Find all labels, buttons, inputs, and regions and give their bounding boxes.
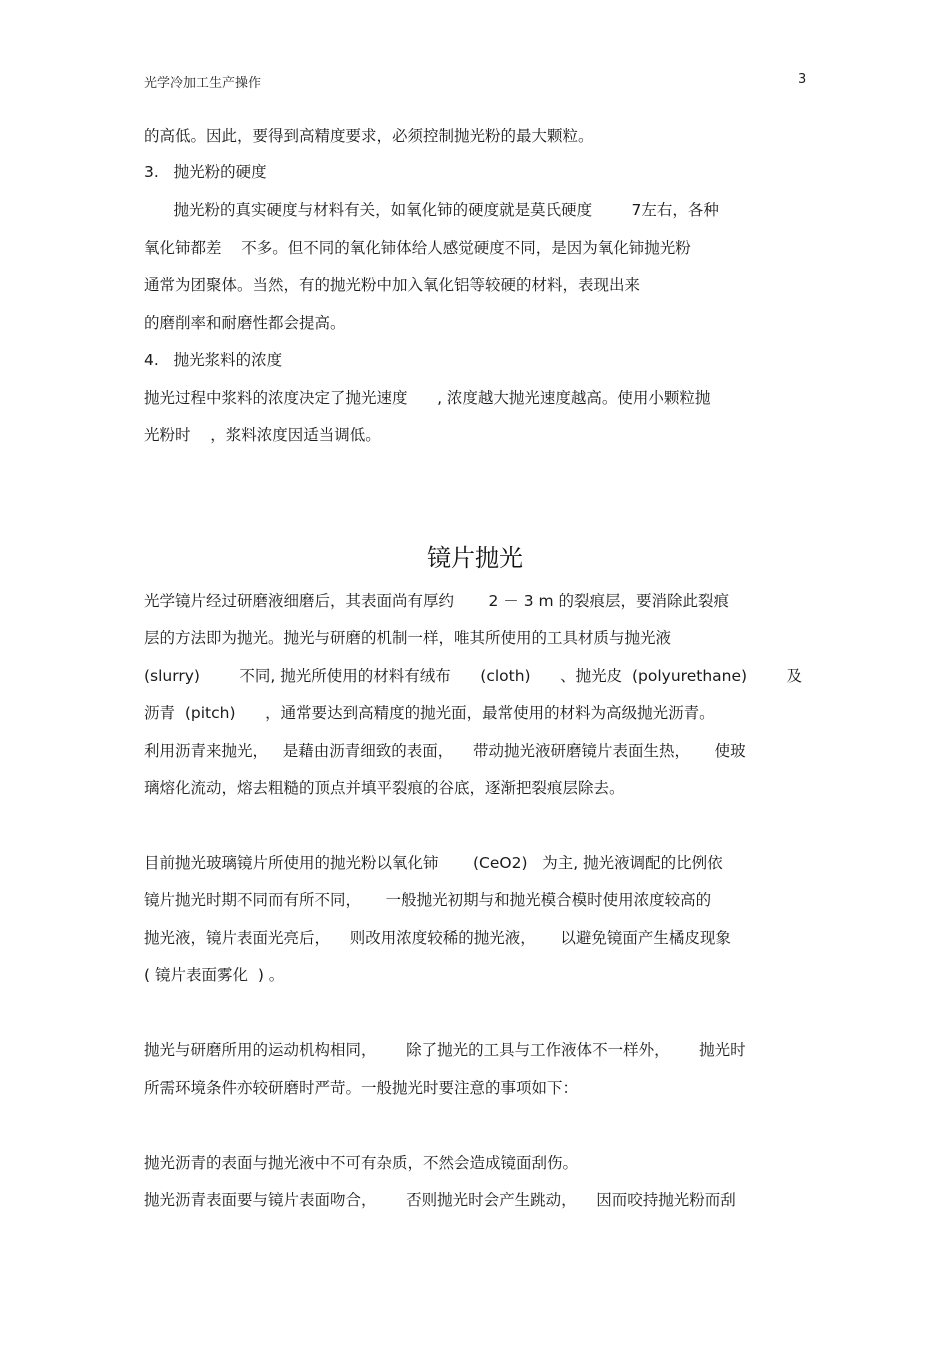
body-line: 通常为团聚体。当然，有的抛光粉中加入氧化铝等较硬的材料，表现出来	[144, 276, 641, 294]
running-header-title: 光学冷加工生产操作	[144, 76, 262, 91]
body-line: ( 镜片表面雾化 ) 。	[144, 966, 285, 984]
body-line: 抛光沥青的表面与抛光液中不可有杂质，不然会造成镜面刮伤。	[144, 1154, 579, 1172]
subheading-polish-powder-hardness: 3. 抛光粉的硬度	[144, 163, 267, 181]
body-line: 所需环境条件亦较研磨时严苛。一般抛光时要注意的事项如下：	[144, 1079, 579, 1097]
body-line: 光粉时 ，浆料浓度因适当调低。	[144, 426, 381, 444]
body-line: 的高低。因此，要得到高精度要求，必须控制抛光粉的最大颗粒。	[144, 127, 594, 145]
body-line: 层的方法即为抛光。抛光与研磨的机制一样，唯其所使用的工具材质与抛光液	[144, 629, 672, 647]
body-line: 的磨削率和耐磨性都会提高。	[144, 314, 346, 332]
page-number: 3	[798, 72, 807, 87]
body-line: 抛光与研磨所用的运动机构相同， 除了抛光的工具与工作液体不一样外， 抛光时	[144, 1041, 746, 1059]
body-line: 目前抛光玻璃镜片所使用的抛光粉以氧化铈 (CeO2) 为主, 抛光液调配的比例依	[144, 854, 723, 872]
section-heading: 镜片抛光	[427, 544, 523, 572]
body-line: (slurry) 不同, 抛光所使用的材料有绒布 (cloth) 、抛光皮 (polyurethane) 及	[144, 667, 802, 685]
body-line: 光学镜片经过研磨液细磨后，其表面尚有厚约 2 － 3 m 的裂痕层，要消除此裂痕	[144, 592, 730, 610]
body-line: 沥青 (pitch) ，通常要达到高精度的抛光面，最常使用的材料为高级抛光沥青。	[144, 704, 715, 722]
body-line: 氧化铈都差 不多。但不同的氧化铈体给人感觉硬度不同，是因为氧化铈抛光粉	[144, 239, 691, 257]
body-line: 镜片抛光时期不同而有所不同， 一般抛光初期与和抛光模合模时使用浓度较高的	[144, 891, 712, 909]
body-line: 抛光粉的真实硬度与材料有关，如氧化铈的硬度就是莫氏硬度 7左右，各种	[144, 201, 719, 219]
body-line: 抛光沥青表面要与镜片表面吻合， 否则抛光时会产生跳动， 因而咬持抛光粉而刮	[144, 1191, 736, 1209]
body-line: 抛光过程中浆料的浓度决定了抛光速度 , 浓度越大抛光速度越高。使用小颗粒抛	[144, 389, 711, 407]
body-line: 抛光液，镜片表面光亮后， 则改用浓度较稀的抛光液， 以避免镜面产生橘皮现象	[144, 929, 731, 947]
body-line: 璃熔化流动，熔去粗糙的顶点并填平裂痕的谷底，逐渐把裂痕层除去。	[144, 779, 625, 797]
body-line: 利用沥青来抛光， 是藉由沥青细致的表面， 带动抛光液研磨镜片表面生热， 使玻	[144, 742, 746, 760]
subheading-slurry-concentration: 4. 抛光浆料的浓度	[144, 351, 283, 369]
